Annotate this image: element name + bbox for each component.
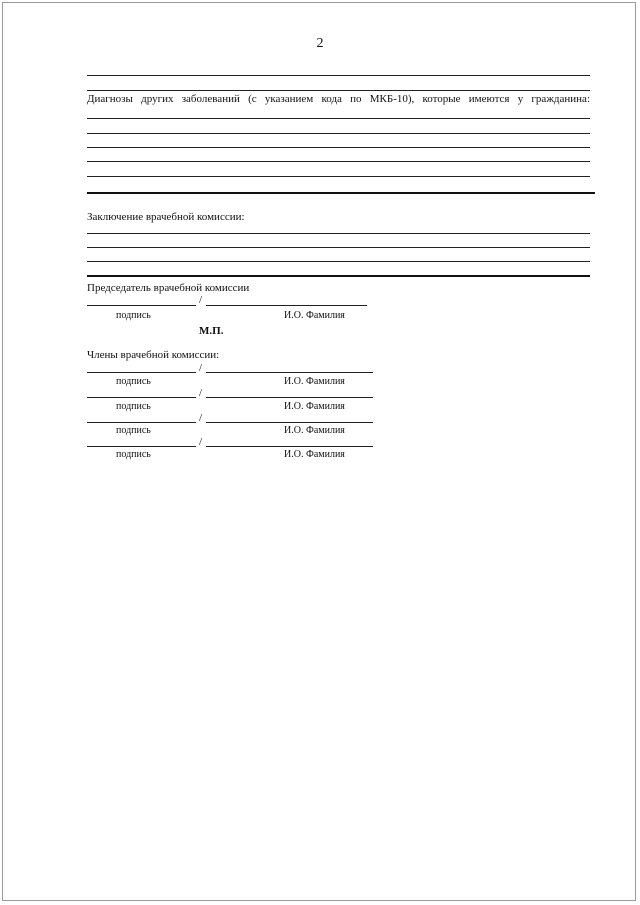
member-signature-line	[87, 372, 196, 373]
conclusion-label: Заключение врачебной комиссии:	[87, 211, 245, 223]
chairman-separator: /	[199, 294, 203, 306]
member-name-caption: И.О. Фамилия	[284, 401, 345, 412]
member-name-line	[206, 422, 373, 423]
member-name-line	[206, 372, 373, 373]
diagnoses-line	[87, 176, 590, 177]
chairman-name-line	[206, 305, 367, 306]
member-signature-line	[87, 446, 196, 447]
diagnoses-label: Диагнозы других заболеваний (с указанием кода по МКБ-10), которые имеются у гражданина:	[87, 93, 590, 105]
member-signature-line	[87, 397, 196, 398]
conclusion-line	[87, 261, 590, 262]
member-separator: /	[199, 436, 203, 448]
diagnoses-line	[87, 133, 590, 134]
member-signature-caption: подпись	[116, 449, 151, 460]
diagnoses-line	[87, 147, 590, 148]
member-name-caption: И.О. Фамилия	[284, 449, 345, 460]
member-signature-caption: подпись	[116, 401, 151, 412]
page-number: 2	[316, 36, 324, 51]
conclusion-line	[87, 247, 590, 248]
member-name-line	[206, 397, 373, 398]
chairman-label: Председатель врачебной комиссии	[87, 282, 250, 294]
blank-line	[87, 75, 590, 76]
diagnoses-line	[87, 161, 590, 162]
stamp-placeholder: М.П.	[199, 325, 224, 337]
member-separator: /	[199, 362, 203, 374]
conclusion-line	[87, 275, 590, 277]
member-signature-line	[87, 422, 196, 423]
members-label: Члены врачебной комиссии:	[87, 349, 220, 361]
section-divider	[87, 192, 595, 194]
member-separator: /	[199, 387, 203, 399]
member-signature-caption: подпись	[116, 425, 151, 436]
member-name-line	[206, 446, 373, 447]
member-signature-caption: подпись	[116, 376, 151, 387]
member-separator: /	[199, 412, 203, 424]
member-name-caption: И.О. Фамилия	[284, 425, 345, 436]
chairman-signature-caption: подпись	[116, 310, 151, 321]
member-name-caption: И.О. Фамилия	[284, 376, 345, 387]
conclusion-line	[87, 233, 590, 234]
chairman-signature-line	[87, 305, 196, 306]
blank-line	[87, 90, 590, 91]
diagnoses-line	[87, 118, 590, 119]
chairman-name-caption: И.О. Фамилия	[284, 310, 345, 321]
